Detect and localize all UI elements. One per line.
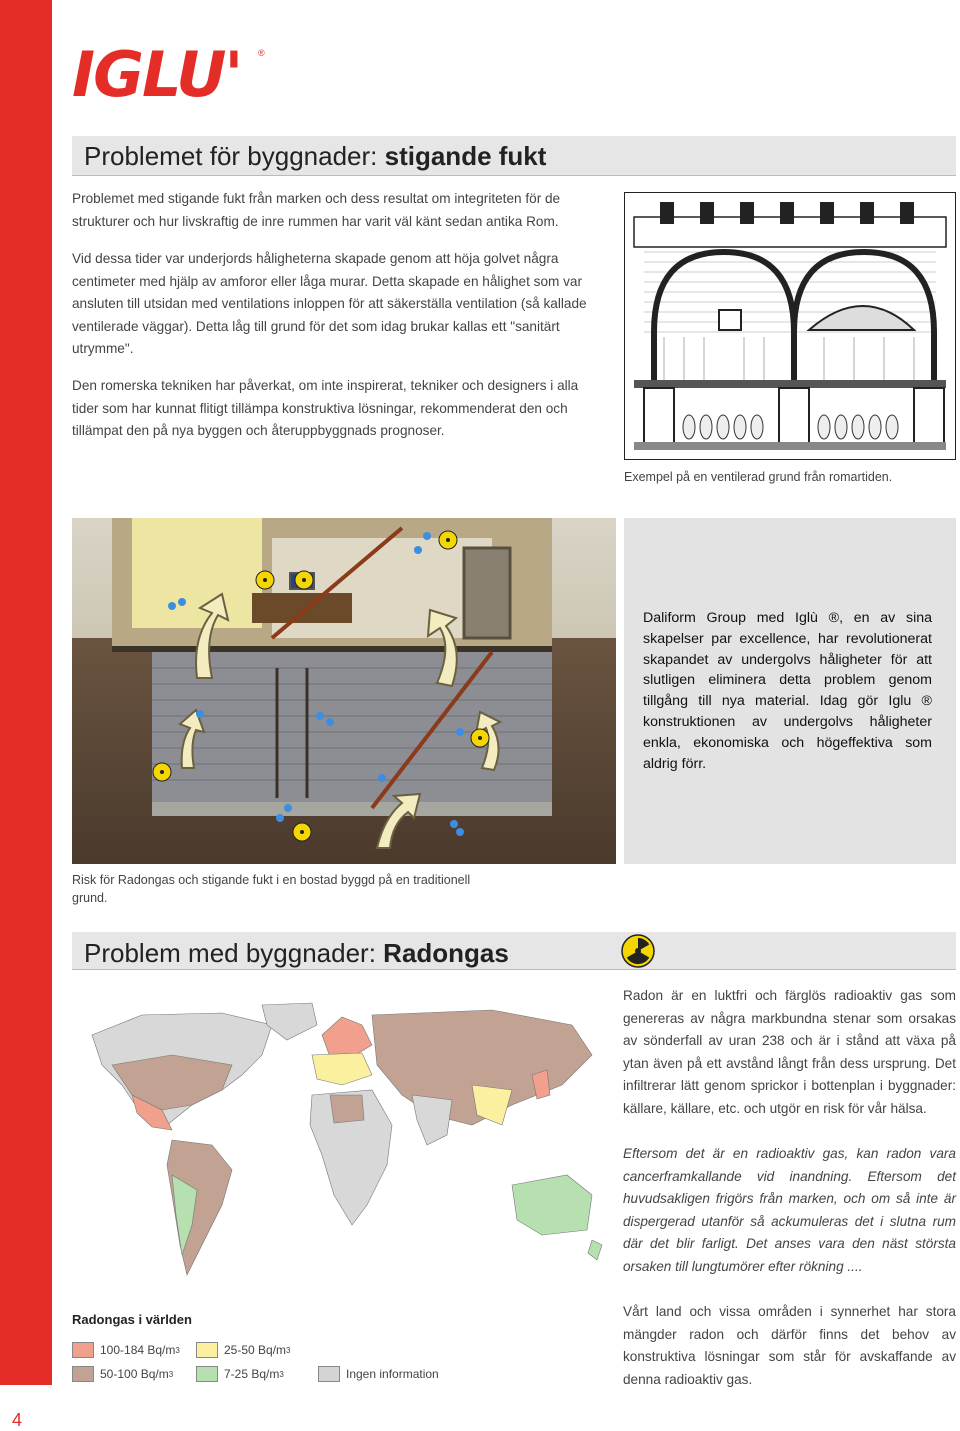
damp-paragraph-3: Den romerska tekniken har påverkat, om inte inspirerat, tekniker och designers i alla tider som har kunnat flitigt tillämpa konstruktiva lösningar, rekommenderat den och tillämpat den på nya byggen och återuppbyggnads prognoser. [72,378,579,439]
legend-swatch [196,1366,218,1382]
red-side-bar [0,0,52,1385]
world-radon-map [72,995,617,1295]
damp-paragraph-1: Problemet med stigande fukt från marken och dess resultat om integriteten för de strukturer och hur livskraftig de inre rummen har varit väl känt sedan antika Rom. [72,191,561,229]
roman-foundation-illustration [624,192,956,460]
radon-paragraph-2: Eftersom det är en radioaktiv gas, kan radon vara cancerframkallande vid inandning. Eftersom det huvudsakligen frigörs från marken, och om så inte är dispergerad utanför så ackumuleras det i slutna rum där det blir farligt. Det anses vara den näst största orsaken till lungtumörer efter rökning .... [623,1146,956,1274]
legend-item-50-100: 50-100 Bq/m 3 [72,1366,173,1382]
radiation-icon [621,934,655,968]
legend-item-7-25: 7-25 Bq/m 3 [196,1366,284,1382]
daliform-panel [624,518,956,864]
legend-swatch [196,1342,218,1358]
section-header-damp [72,136,956,176]
legend-item-no-info: Ingen information [318,1366,439,1382]
radon-paragraph-3: Vårt land och vissa områden i synnerhet har stora mängder radon och därför finns det behov av konstruktiva lösningar som står för avskaffande av denna radioaktiv gas. [623,1304,956,1387]
section-header-radon [72,932,956,970]
legend-swatch [72,1342,94,1358]
section-title-radon: Problem med byggnader: Radongas [84,938,509,968]
radon-paragraph-1: Radon är en luktfri och färglös radioaktiv gas som genereras av några markbundna stenar som orsakas av sönderfall av uran 238 och är i stånd att växa på ytan även på ett avstånd långt från dess ursprung. Det infiltrerar lätt genom sprickor i bottenplan i byggnader: källare, källare, etc. och utgör en risk för vår hälsa. [623,988,956,1116]
iglu-logo: IGLU' ® [72,38,265,111]
roman-caption: Exempel på en ventilerad grund från romartiden. [624,470,893,484]
legend-item-25-50: 25-50 Bq/m 3 [196,1342,291,1358]
legend-item-100-184: 100-184 Bq/m 3 [72,1342,180,1358]
legend-swatch [72,1366,94,1382]
damp-paragraph-2: Vid dessa tider var underjords håligheterna skapade genom att höja golvet några centimeter med hjälp av amforor eller låga murar. Detta skapade en hålighet som var ansluten till utsidan med ventilations inloppen för att säkerställa ventilation (så kallade ventilerade väggar). Detta låg till grund för det som idag brukar kallas ett "sanitärt utrymme". [72,251,587,357]
section-title-damp: Problemet för byggnader: stigande fukt [84,141,547,171]
legend-title: Radongas i världen [72,1312,192,1327]
house-caption: Risk för Radongas och stigande fukt i en bostad byggd på en traditionell grund. [72,873,471,905]
page-number: 4 [12,1410,23,1430]
daliform-text: Daliform Group med Iglù ®, en av sina skapelser par excellence, har revolutionerat skapandet av undergolvs håligheter för att slutligen eliminera detta problem genom tillgång till nya material. Idag gör Iglu ® konstruktionen av undergolvs håligheter enkla, ekonomiska och högeffektiva som aldrig förr. [643,610,932,772]
house-radon-illustration [72,518,616,864]
legend-swatch [318,1366,340,1382]
